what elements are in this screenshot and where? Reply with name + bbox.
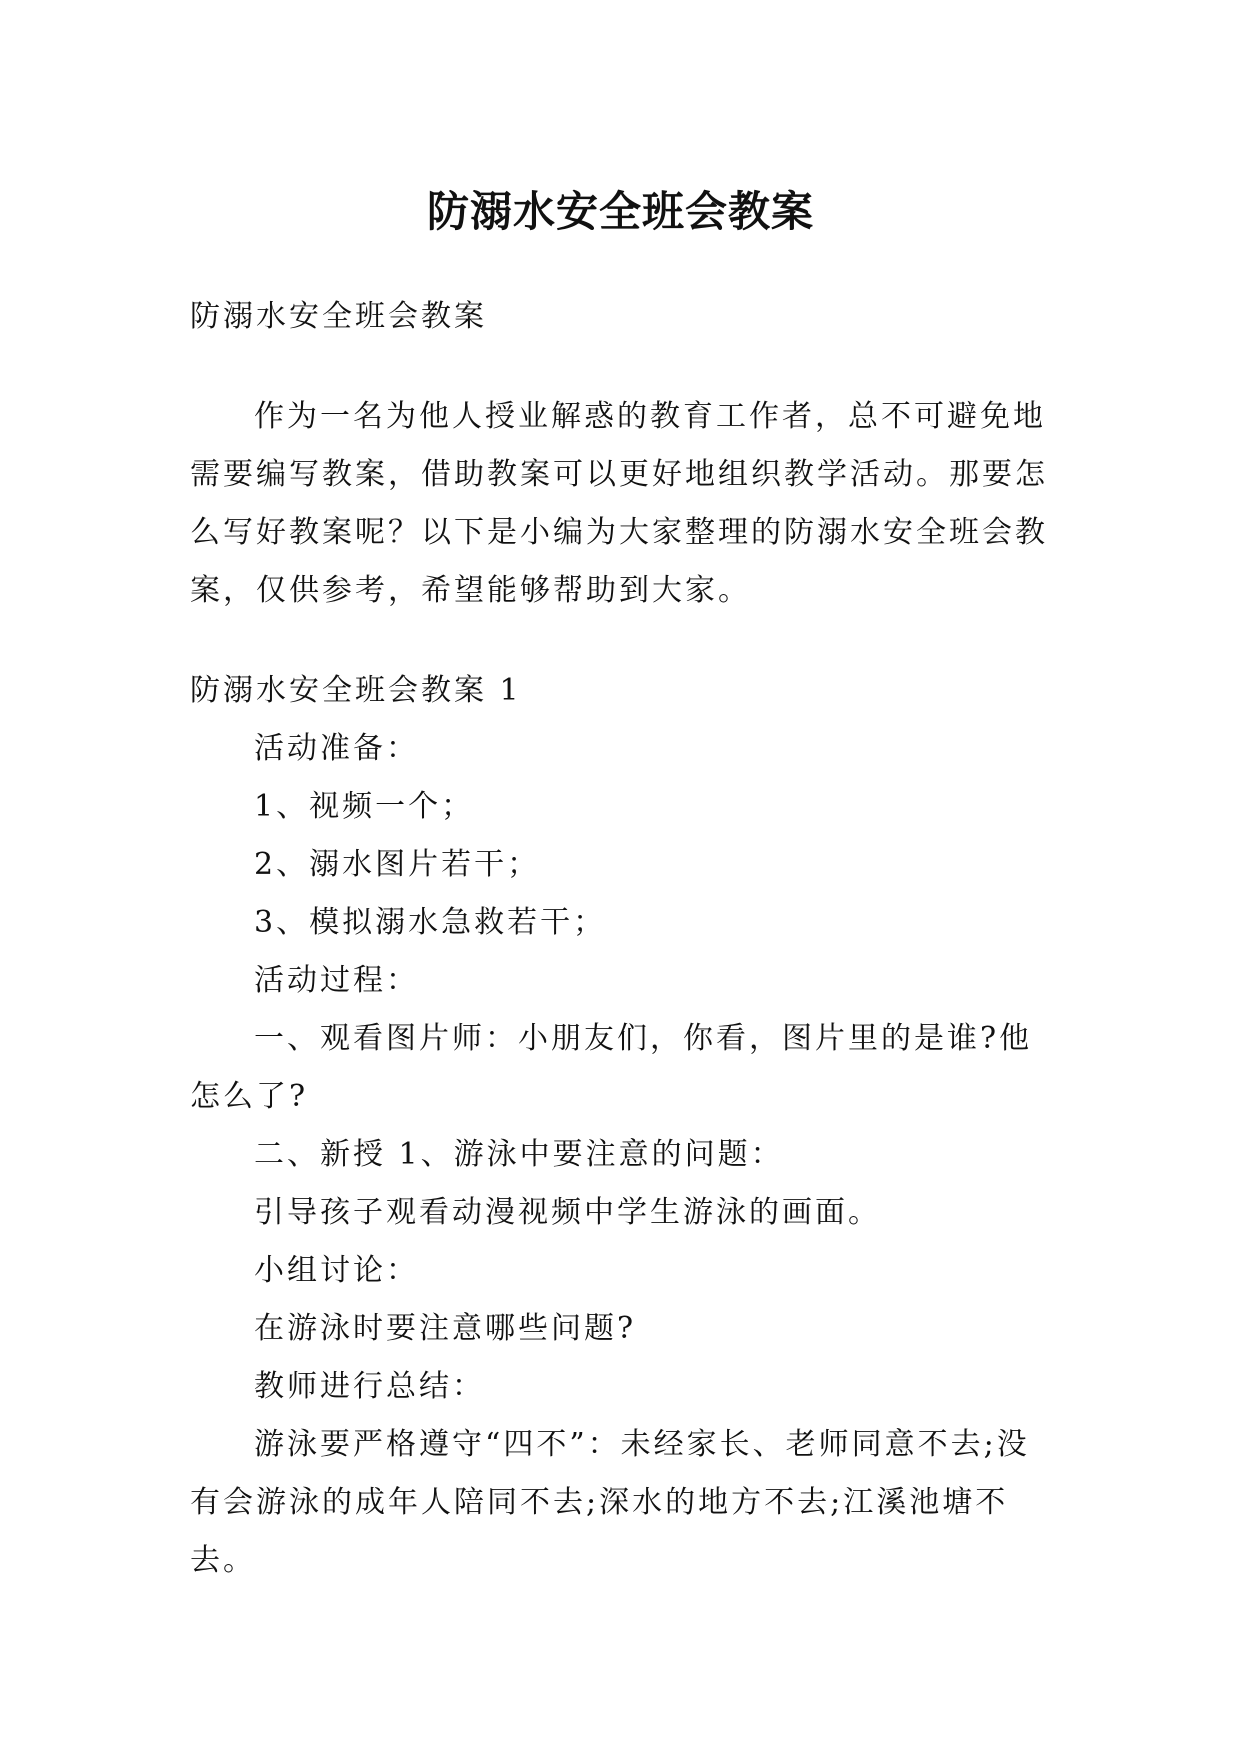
intro-paragraph: 作为一名为他人授业解惑的教育工作者，总不可避免地需要编写教案，借助教案可以更好地组织教学活动。那要怎么写好教案呢？以下是小编为大家整理的防溺水安全班会教案，仅供参考，希望能够帮助到大家。	[190, 399, 1048, 608]
document-title: 防溺水安全班会教案	[426, 187, 814, 237]
section-title: 防溺水安全班会教案 1	[190, 673, 522, 708]
activity-process-heading: 活动过程：	[254, 963, 419, 998]
swimming-rules-paragraph: 游泳要严格遵守“四不”：未经家长、老师同意不去;没有会游泳的成年人陪同不去;深水的地方不去;江溪池塘不去。	[190, 1427, 1030, 1578]
discussion-question: 在游泳时要注意哪些问题?	[254, 1311, 637, 1346]
new-lesson-paragraph: 二、新授 1、游泳中要注意的问题：	[254, 1137, 784, 1172]
teacher-summary-heading: 教师进行总结：	[254, 1369, 485, 1404]
preparation-item-pictures: 2、溺水图片若干；	[254, 847, 541, 882]
activity-preparation-heading: 活动准备：	[254, 731, 419, 766]
preparation-item-video: 1、视频一个；	[254, 789, 475, 824]
video-guidance-paragraph: 引导孩子观看动漫视频中学生游泳的画面。	[254, 1195, 881, 1230]
document-body	[190, 288, 1055, 1590]
preparation-item-first-aid: 3、模拟溺水急救若干；	[254, 905, 607, 940]
document-subtitle: 防溺水安全班会教案	[190, 299, 487, 334]
group-discussion-heading: 小组讨论：	[254, 1253, 419, 1288]
observe-pictures-paragraph: 一、观看图片师：小朋友们，你看，图片里的是谁?他怎么了?	[190, 1021, 1033, 1114]
